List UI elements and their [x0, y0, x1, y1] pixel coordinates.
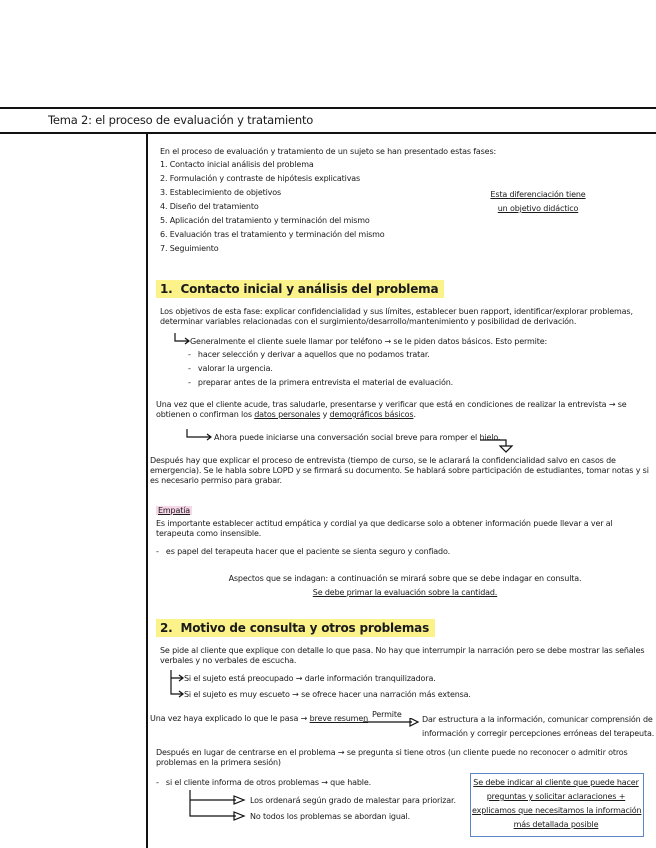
phase-item: 3. Establecimiento de objetivos — [160, 188, 282, 197]
arrival-paragraph: Una vez que el cliente acude, tras saludarle, presentarse y verificar que está en condiciones de realizar la entrevista → se obtienen o confirman los datos personales y demográficos básicos. — [156, 400, 627, 419]
worried-line: Si el sujeto está preocupado → darle información tranquilizadora. — [184, 674, 436, 683]
arrow-icon — [186, 429, 212, 441]
phase-item: 6. Evaluación tras el tratamiento y terminación del mismo — [160, 230, 385, 239]
section-2-heading — [156, 617, 435, 636]
scarce-line: Si el sujeto es muy escueto → se ofrece hacer una narración más extensa. — [184, 690, 471, 699]
down-arrow-icon — [480, 436, 514, 454]
box-line: más detallada posible — [513, 820, 599, 829]
didactic-note: Esta diferenciación tiene — [490, 190, 586, 199]
empatia-label: Empatía — [158, 506, 191, 515]
phone-item: - valorar la urgencia. — [188, 364, 273, 373]
section-2-title: Motivo de consulta y otros problemas — [180, 621, 430, 635]
phone-line: Generalmente el cliente suele llamar por teléfono → se le piden datos básicos. Esto permite: — [190, 337, 548, 346]
top-rule — [0, 107, 656, 109]
objectives-paragraph: Los objetivos de esta fase: explicar confidencialidad y sus límites, establecer buen rapport, identificar/explorar problemas, determinar variables relacionadas con el surgimiento/desarrollo/mantenimiento y posibilidad de derivación. — [160, 307, 633, 326]
ask-paragraph: Se pide al cliente que explique con detalle lo que pasa. No hay que interrumpir la narración pero se debe mostrar las señales verbales y no verbales de escucha. — [160, 646, 645, 665]
empatia-item: - es papel del terapeuta hacer que el paciente se sienta seguro y confiado. — [156, 547, 450, 556]
social-line: Ahora puede iniciarse una conversación social breve para romper el hielo. — [214, 433, 501, 442]
section-2-number: 2. — [160, 621, 173, 635]
arrow-icon — [362, 718, 420, 730]
permite-label: Permite — [372, 710, 402, 719]
empatia-paragraph: Es importante establecer actitud empática y cordial ya que dedicarse solo a obtener información puede llevar a ver al terapeuta como insensible. — [156, 519, 613, 538]
section-1-number: 1. — [160, 282, 173, 296]
phase-item: 1. Contacto inicial análisis del problema — [160, 160, 314, 169]
order-line: Los ordenará según grado de malestar para priorizar. — [250, 796, 456, 805]
title-rule — [0, 132, 656, 134]
structure-line: información y corregir percepciones erróneas del terapeuta. — [422, 729, 655, 738]
box-line: explicamos que necesitamos la información — [472, 806, 642, 815]
phase-item: 4. Diseño del tratamiento — [160, 202, 259, 211]
didactic-note: un objetivo didáctico — [497, 204, 579, 213]
phase-item: 2. Formulación y contraste de hipótesis explicativas — [160, 174, 361, 183]
arrow-icon — [174, 333, 190, 345]
phone-item: - hacer selección y derivar a aquellos que no podamos tratar. — [188, 350, 430, 359]
phone-item: - preparar antes de la primera entrevista el material de evaluación. — [188, 378, 454, 387]
box-line: Se debe indicar al cliente que puede hacer — [473, 778, 639, 787]
after-paragraph: Después en lugar de centrarse en el problema → se pregunta si tiene otros (un cliente puede no reconocer o admitir otros problemas en la primera sesión) — [156, 748, 628, 767]
margin-rule — [146, 132, 148, 848]
branch-arrow-icon — [168, 670, 184, 698]
other-problems-item: - si el cliente informa de otros problemas → que hable. — [156, 778, 372, 787]
aspects-underlined: Se debe primar la evaluación sobre la cantidad. — [312, 588, 498, 597]
intro-text: En el proceso de evaluación y tratamiento de un sujeto se han presentado estas fases: — [160, 147, 497, 156]
explain-paragraph: Después hay que explicar el proceso de entrevista (tiempo de curso, se le aclarará la confidencialidad salvo en casos de emergencia). Se le habla sobre LOPD y se firmará su documento. Se hablará sobre participación de estudiantes, tomar notas y si es necesario permiso para grabar. — [150, 456, 649, 485]
phase-item: 7. Seguimiento — [160, 244, 219, 253]
not-all-line: No todos los problemas se abordan igual. — [250, 812, 410, 821]
section-1-title: Contacto inicial y análisis del problema — [180, 282, 439, 296]
branch-arrow-icon — [188, 790, 248, 822]
structure-line: Dar estructura a la información, comunicar comprensión de — [422, 715, 653, 724]
box-line: preguntas y solicitar aclaraciones + — [486, 792, 626, 801]
explained-line: Una vez haya explicado lo que le pasa → breve resumen — [150, 714, 369, 723]
aspects-line: Aspectos que se indagan: a continuación se mirará sobre que se debe indagar en consulta. — [228, 574, 582, 583]
phase-item: 5. Aplicación del tratamiento y terminación del mismo — [160, 216, 370, 225]
section-1-heading — [156, 278, 444, 297]
page-title: Tema 2: el proceso de evaluación y tratamiento — [48, 113, 314, 127]
